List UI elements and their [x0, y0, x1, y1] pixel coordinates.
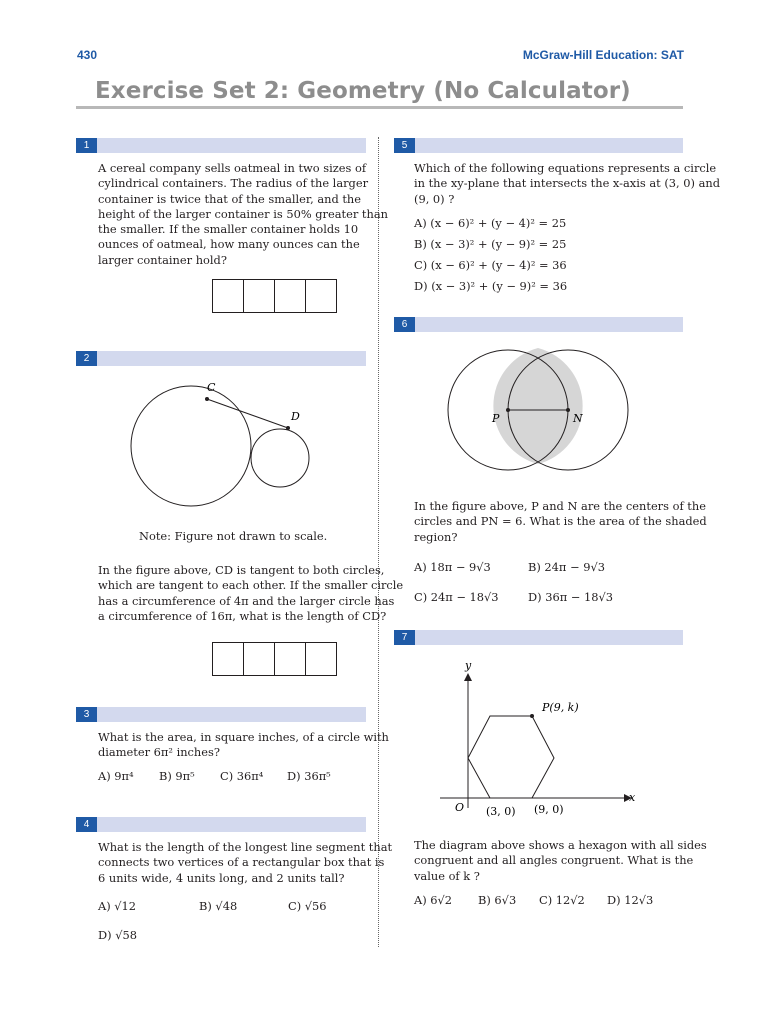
point-9-0-label: (9, 0): [534, 803, 564, 816]
question-3-choice-a[interactable]: A) 9π⁴: [98, 769, 134, 783]
point-3-0-label: (3, 0): [486, 805, 516, 818]
question-4-bar: [76, 817, 366, 832]
question-5-line: Which of the following equations represents a circle: [414, 161, 717, 175]
question-7-line: congruent and all angles congruent. What is the: [414, 853, 694, 868]
book-title: McGraw-Hill Education: SAT: [522, 48, 684, 62]
page-number: 430: [77, 48, 98, 62]
question-7-line: The diagram above shows a hexagon with all sides: [414, 838, 707, 852]
question-1-number: 1: [76, 138, 97, 153]
question-1-line: ounces of oatmeal, how many ounces can the: [98, 237, 360, 252]
figure-note: Note: Figure not drawn to scale.: [139, 529, 328, 543]
question-6-line: circles and PN = 6. What is the area of the shaded: [414, 514, 707, 529]
title-rule: [76, 106, 683, 109]
y-axis-label: y: [465, 659, 472, 672]
question-4-text: [98, 840, 392, 886]
question-3-text: [98, 730, 389, 761]
answer-cell[interactable]: [275, 280, 306, 312]
question-6-choice-c[interactable]: C) 24π − 18√3: [414, 590, 499, 604]
point-p-label: P(9, k): [542, 701, 579, 714]
hexagon: [468, 716, 554, 798]
question-2-bar: [76, 351, 366, 366]
question-5-line: in the xy-plane that intersects the x-axis at (3, 0) and: [414, 176, 720, 191]
question-7-text: [414, 838, 707, 884]
question-7-choice-a[interactable]: A) 6√2: [414, 893, 453, 907]
answer-cell[interactable]: [244, 280, 275, 312]
question-3-choice-d[interactable]: D) 36π⁵: [287, 769, 331, 783]
question-6-choice-a[interactable]: A) 18π − 9√3: [414, 560, 491, 574]
point-d: [286, 426, 290, 430]
question-3-choice-c[interactable]: C) 36π⁴: [220, 769, 264, 783]
exercise-set-title: Exercise Set 2: Geometry (No Calculator): [95, 78, 631, 104]
question-2-answer-grid[interactable]: [212, 642, 337, 676]
label-p: P: [492, 412, 500, 425]
question-1-line: cylindrical containers. The radius of the larger: [98, 176, 369, 191]
question-5-choice-a[interactable]: A) (x − 6)² + (y − 4)² = 25: [414, 216, 567, 230]
question-5-line: (9, 0) ?: [414, 191, 455, 206]
answer-cell[interactable]: [213, 643, 244, 675]
small-circle: [251, 429, 309, 487]
question-2-text: [98, 563, 403, 624]
question-6-bar: [394, 317, 683, 332]
large-circle: [131, 386, 251, 506]
label-n: N: [573, 412, 583, 425]
answer-cell[interactable]: [244, 643, 275, 675]
question-7-number: 7: [394, 630, 415, 645]
question-7-choice-d[interactable]: D) 12√3: [607, 893, 654, 907]
question-2-line: a circumference of 16π, what is the length of CD?: [98, 608, 387, 623]
question-2-number: 2: [76, 351, 97, 366]
question-6-choice-b[interactable]: B) 24π − 9√3: [528, 560, 605, 574]
center-n: [566, 408, 570, 412]
question-2-line: which are tangent to each other. If the smaller circle: [98, 578, 404, 593]
question-6-choice-d[interactable]: D) 36π − 18√3: [528, 590, 613, 604]
answer-cell[interactable]: [213, 280, 244, 312]
question-7-choice-c[interactable]: C) 12√2: [539, 893, 585, 907]
question-4-number: 4: [76, 817, 97, 832]
question-3-bar: [76, 707, 366, 722]
question-1-line: A cereal company sells oatmeal in two sizes of: [98, 161, 367, 175]
question-3-line: What is the area, in square inches, of a circle with: [98, 730, 389, 744]
point-c: [205, 397, 209, 401]
hexagon-coordinate-figure: [430, 655, 650, 825]
question-4-line: 6 units wide, 4 units long, and 2 units tall?: [98, 870, 345, 885]
overlapping-circles-figure: [440, 340, 640, 480]
question-1-text: [98, 161, 388, 268]
origin-label: O: [455, 801, 465, 814]
question-1-line: height of the larger container is 50% greater than: [98, 206, 388, 221]
question-4-line: connects two vertices of a rectangular box that is: [98, 855, 385, 870]
question-1-line: larger container hold?: [98, 252, 227, 267]
question-5-choice-b[interactable]: B) (x − 3)² + (y − 9)² = 25: [414, 237, 567, 251]
question-7-choice-b[interactable]: B) 6√3: [478, 893, 517, 907]
question-6-text: [414, 499, 707, 545]
question-4-line: What is the length of the longest line segment that: [98, 840, 393, 854]
question-4-choice-a[interactable]: A) √12: [98, 899, 137, 913]
question-7-bar: [394, 630, 683, 645]
question-4-choice-b[interactable]: B) √48: [199, 899, 238, 913]
answer-cell[interactable]: [306, 643, 336, 675]
question-1-answer-grid[interactable]: [212, 279, 337, 313]
question-4-choice-d[interactable]: D) √58: [98, 928, 137, 942]
question-2-line: In the figure above, CD is tangent to both circles,: [98, 563, 385, 577]
question-1-line: the smaller. If the smaller container holds 10: [98, 222, 359, 237]
question-4-choice-c[interactable]: C) √56: [288, 899, 327, 913]
question-3-choice-b[interactable]: B) 9π⁵: [159, 769, 195, 783]
question-6-line: In the figure above, P and N are the centers of the: [414, 499, 706, 513]
question-3-number: 3: [76, 707, 97, 722]
answer-cell[interactable]: [275, 643, 306, 675]
point-p: [530, 714, 534, 718]
label-d: D: [291, 410, 300, 423]
shaded-lens-region: [493, 348, 582, 464]
tangent-segment-cd: [207, 399, 288, 428]
question-6-number: 6: [394, 317, 415, 332]
answer-cell[interactable]: [306, 280, 336, 312]
question-3-line: diameter 6π² inches?: [98, 745, 220, 760]
question-1-line: container is twice that of the smaller, and the: [98, 191, 362, 206]
question-5-number: 5: [394, 138, 415, 153]
question-5-text: [414, 161, 720, 207]
label-c: C: [207, 381, 216, 394]
question-1-bar: [76, 138, 366, 153]
x-axis-label: x: [629, 791, 636, 804]
tangent-circles-figure: [120, 376, 330, 526]
question-6-line: region?: [414, 529, 458, 544]
question-5-choice-c[interactable]: C) (x − 6)² + (y − 4)² = 36: [414, 258, 567, 272]
question-7-line: value of k ?: [414, 868, 480, 883]
question-5-bar: [394, 138, 683, 153]
question-5-choice-d[interactable]: D) (x − 3)² + (y − 9)² = 36: [414, 279, 568, 293]
center-p: [506, 408, 510, 412]
question-2-line: has a circumference of 4π and the larger circle has: [98, 593, 395, 608]
